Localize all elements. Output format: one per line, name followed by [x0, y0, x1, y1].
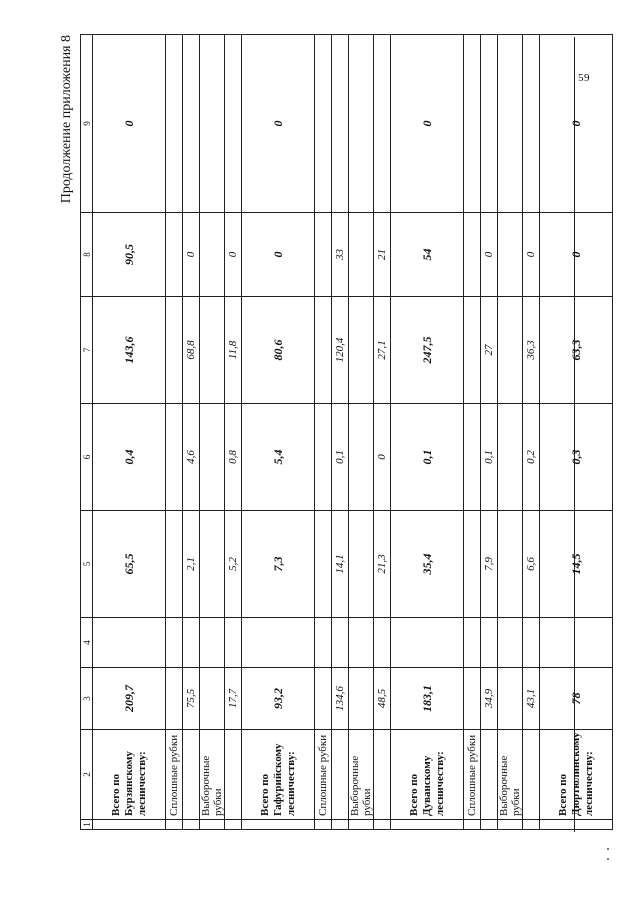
cell-3: 183,1 — [391, 668, 464, 730]
row-label: Сплошные рубки — [464, 730, 481, 820]
row-label: Выборочные рубки — [200, 730, 225, 820]
cell-1 — [523, 820, 540, 830]
cell-3: 134,6 — [332, 668, 349, 730]
total-row — [391, 35, 464, 830]
cell-1 — [349, 820, 374, 830]
cell-8: 0 — [540, 213, 613, 297]
cell-3 — [315, 668, 332, 730]
table-row — [332, 35, 349, 830]
total-row — [242, 35, 315, 830]
cell-5: 2,1 — [183, 511, 200, 618]
cell-5 — [498, 511, 523, 618]
cell-7: 11,8 — [225, 297, 242, 404]
cell-3 — [349, 668, 374, 730]
table-row — [464, 35, 481, 830]
row-label — [523, 730, 540, 820]
cell-5: 7,3 — [242, 511, 315, 618]
table-row — [523, 35, 540, 830]
cell-4 — [481, 618, 498, 668]
cell-6 — [464, 404, 481, 511]
appendix-caption: Продолжение приложения 8 — [59, 35, 74, 204]
row-label — [183, 730, 200, 820]
page-number: 59 — [578, 72, 590, 84]
cell-1 — [332, 820, 349, 830]
cell-6: 0,1 — [481, 404, 498, 511]
forestry-table — [80, 34, 613, 830]
cell-1 — [374, 820, 391, 830]
cell-9: 0 — [540, 35, 613, 213]
cell-3: 43,1 — [523, 668, 540, 730]
cell-6: 0,3 — [540, 404, 613, 511]
column-number: 5 — [81, 511, 93, 618]
cell-1 — [391, 820, 464, 830]
cell-7 — [315, 297, 332, 404]
cell-9: 0 — [93, 35, 166, 213]
cell-7: 143,6 — [93, 297, 166, 404]
cell-8 — [200, 213, 225, 297]
cell-4 — [166, 618, 183, 668]
cell-8 — [464, 213, 481, 297]
cell-6 — [166, 404, 183, 511]
cell-6 — [315, 404, 332, 511]
cell-8: 0 — [225, 213, 242, 297]
cell-8: 21 — [374, 213, 391, 297]
row-label — [374, 730, 391, 820]
cell-9 — [166, 35, 183, 213]
total-row — [93, 35, 166, 830]
cell-5 — [166, 511, 183, 618]
cell-8 — [166, 213, 183, 297]
column-number: 9 — [81, 35, 93, 213]
cell-9 — [523, 35, 540, 213]
cell-6: 5,4 — [242, 404, 315, 511]
cell-7 — [166, 297, 183, 404]
row-label: Всего по Дюртюлинскому лесничеству: — [540, 730, 613, 820]
table-row — [200, 35, 225, 830]
cell-6: 0,4 — [93, 404, 166, 511]
cell-5: 14,1 — [332, 511, 349, 618]
cell-7: 27,1 — [374, 297, 391, 404]
cell-6: 0 — [374, 404, 391, 511]
cell-7 — [200, 297, 225, 404]
cell-4 — [349, 618, 374, 668]
cell-9 — [200, 35, 225, 213]
cell-1 — [242, 820, 315, 830]
cell-3: 48,5 — [374, 668, 391, 730]
cell-5 — [464, 511, 481, 618]
cell-4 — [391, 618, 464, 668]
cell-1 — [481, 820, 498, 830]
cell-5: 65,5 — [93, 511, 166, 618]
cell-6 — [498, 404, 523, 511]
cell-4 — [183, 618, 200, 668]
row-label — [481, 730, 498, 820]
table-row — [481, 35, 498, 830]
cell-6 — [349, 404, 374, 511]
row-label: Выборочные рубки — [498, 730, 523, 820]
cell-3: 209,7 — [93, 668, 166, 730]
cell-6: 0,1 — [332, 404, 349, 511]
cell-8: 0 — [523, 213, 540, 297]
row-label: Всего по Гафурийскому лесничеству: — [242, 730, 315, 820]
cell-1 — [498, 820, 523, 830]
cell-8 — [315, 213, 332, 297]
cell-4 — [498, 618, 523, 668]
table-row — [498, 35, 523, 830]
column-number: 2 — [81, 730, 93, 820]
cell-3 — [166, 668, 183, 730]
cell-4 — [225, 618, 242, 668]
cell-3 — [498, 668, 523, 730]
cell-9 — [374, 35, 391, 213]
cell-7 — [464, 297, 481, 404]
cell-5: 35,4 — [391, 511, 464, 618]
cell-8: 0 — [242, 213, 315, 297]
scan-speck — [607, 848, 609, 850]
cell-4 — [242, 618, 315, 668]
column-number-row — [81, 35, 93, 830]
column-number: 8 — [81, 213, 93, 297]
cell-4 — [332, 618, 349, 668]
column-number: 6 — [81, 404, 93, 511]
cell-1 — [540, 820, 613, 830]
cell-3 — [200, 668, 225, 730]
cell-1 — [93, 820, 166, 830]
column-number: 3 — [81, 668, 93, 730]
cell-8 — [349, 213, 374, 297]
cell-7 — [349, 297, 374, 404]
table-row — [225, 35, 242, 830]
cell-9: 0 — [242, 35, 315, 213]
cell-8: 33 — [332, 213, 349, 297]
cell-7: 120,4 — [332, 297, 349, 404]
row-label — [225, 730, 242, 820]
cell-9 — [349, 35, 374, 213]
cell-7: 27 — [481, 297, 498, 404]
row-label: Сплошные рубки — [315, 730, 332, 820]
cell-5: 5,2 — [225, 511, 242, 618]
cell-7: 80,6 — [242, 297, 315, 404]
cell-9 — [498, 35, 523, 213]
row-label — [332, 730, 349, 820]
cell-3: 34,9 — [481, 668, 498, 730]
cell-7: 63,3 — [540, 297, 613, 404]
cell-5 — [349, 511, 374, 618]
cell-4 — [200, 618, 225, 668]
cell-4 — [540, 618, 613, 668]
cell-4 — [315, 618, 332, 668]
cell-6: 0,8 — [225, 404, 242, 511]
cell-7: 36,3 — [523, 297, 540, 404]
column-number: 4 — [81, 618, 93, 668]
cell-9 — [332, 35, 349, 213]
table-row — [166, 35, 183, 830]
cell-1 — [225, 820, 242, 830]
cell-1 — [200, 820, 225, 830]
cell-8 — [498, 213, 523, 297]
cell-6: 0,2 — [523, 404, 540, 511]
table-row — [183, 35, 200, 830]
table-row — [315, 35, 332, 830]
row-label: Выборочные рубки — [349, 730, 374, 820]
cell-5 — [315, 511, 332, 618]
column-number: 7 — [81, 297, 93, 404]
cell-9 — [464, 35, 481, 213]
column-number: 1 — [81, 820, 93, 830]
cell-5: 21,3 — [374, 511, 391, 618]
scan-speck — [607, 858, 609, 860]
cell-3: 75,5 — [183, 668, 200, 730]
cell-9 — [315, 35, 332, 213]
table-row — [374, 35, 391, 830]
cell-5: 7,9 — [481, 511, 498, 618]
row-label: Сплошные рубки — [166, 730, 183, 820]
cell-8: 0 — [481, 213, 498, 297]
row-label: Всего по Дуванскому лесничеству: — [391, 730, 464, 820]
cell-4 — [374, 618, 391, 668]
cell-5 — [200, 511, 225, 618]
cell-5: 6,6 — [523, 511, 540, 618]
row-label: Всего по Бурзянскому лесничеству: — [93, 730, 166, 820]
cell-3: 78 — [540, 668, 613, 730]
cell-3: 17,7 — [225, 668, 242, 730]
cell-9 — [225, 35, 242, 213]
cell-9 — [183, 35, 200, 213]
cell-7: 68,8 — [183, 297, 200, 404]
total-row — [540, 35, 613, 830]
cell-6: 4,6 — [183, 404, 200, 511]
cell-1 — [464, 820, 481, 830]
cell-9: 0 — [391, 35, 464, 213]
cell-7 — [498, 297, 523, 404]
cell-3: 93,2 — [242, 668, 315, 730]
cell-1 — [166, 820, 183, 830]
cell-4 — [523, 618, 540, 668]
cell-7: 247,5 — [391, 297, 464, 404]
cell-5: 14,5 — [540, 511, 613, 618]
cell-1 — [183, 820, 200, 830]
table-row — [349, 35, 374, 830]
cell-3 — [464, 668, 481, 730]
cell-9 — [481, 35, 498, 213]
cell-6 — [200, 404, 225, 511]
cell-4 — [464, 618, 481, 668]
cell-8: 54 — [391, 213, 464, 297]
cell-8: 90,5 — [93, 213, 166, 297]
cell-1 — [315, 820, 332, 830]
cell-8: 0 — [183, 213, 200, 297]
cell-4 — [93, 618, 166, 668]
cell-6: 0,1 — [391, 404, 464, 511]
